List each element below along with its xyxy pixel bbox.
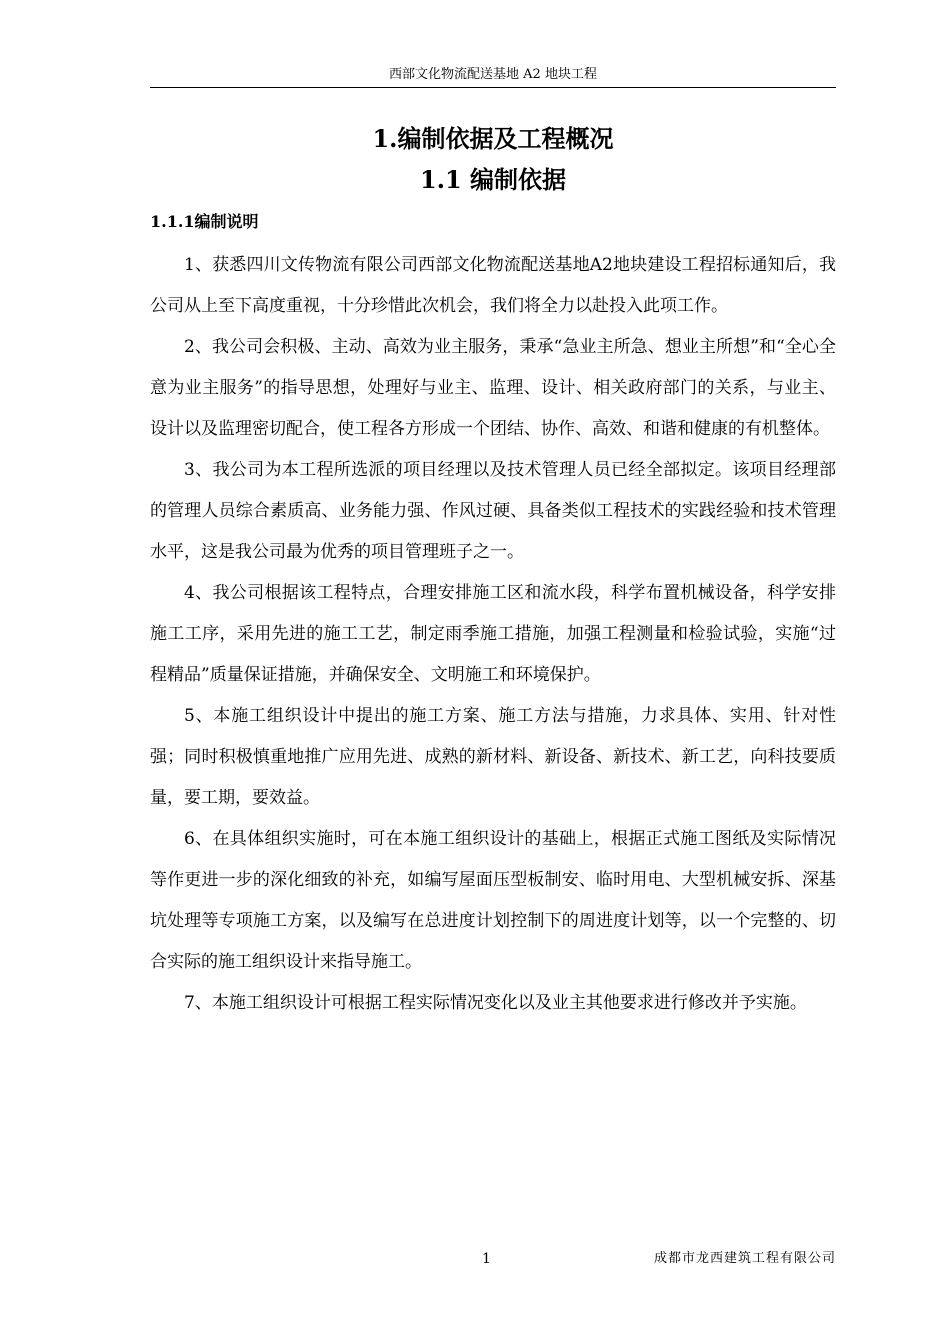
section-heading: 1.1 编制依据 <box>419 165 567 194</box>
paragraph-7: 7、本施工组织设计可根据工程实际情况变化以及业主其他要求进行修改并予实施。 <box>184 993 807 1013</box>
paragraph-3: 3、我公司为本工程所选派的项目经理以及技术管理人员已经全部拟定。该项目经理部的管理人员综合素质高、业务能力强、作风过硬、具备类似工程技术的实践经验和技术管理水平，这是我公司最为优秀的项目管理班子之一。 <box>150 460 836 562</box>
paragraph-2: 2、我公司会积极、主动、高效为业主服务，秉承“急业主所急、想业主所想”和“全心全意为业主服务”的指导思想，处理好与业主、监理、设计、相关政府部门的关系，与业主、设计以及监理密切配合，使工程各方形成一个团结、协作、高效、和谐和健康的有机整体。 <box>150 337 836 439</box>
chapter-heading: 1.编制依据及工程概况 <box>372 124 614 153</box>
paragraph-4: 4、我公司根据该工程特点，合理安排施工区和流水段，科学布置机械设备，科学安排施工工序，采用先进的施工工艺，制定雨季施工措施，加强工程测量和检验试验，实施“过程精品”质量保证措施，并确保安全、文明施工和环境保护。 <box>150 583 836 685</box>
page-number: 1 <box>482 1251 491 1267</box>
page-header-title: 西部文化物流配送基地 A2 地块工程 <box>389 67 597 82</box>
body-text <box>150 245 836 1024</box>
subsection-heading: 1.1.1编制说明 <box>150 212 259 231</box>
paragraph-1: 1、获悉四川文传物流有限公司西部文化物流配送基地A2地块建设工程招标通知后，我公司从上至下高度重视，十分珍惜此次机会，我们将全力以赴投入此项工作。 <box>150 255 836 316</box>
paragraph-5: 5、本施工组织设计中提出的施工方案、施工方法与措施，力求具体、实用、针对性强；同时积极慎重地推广应用先进、成熟的新材料、新设备、新技术、新工艺，向科技要质量，要工期，要效益。 <box>150 706 836 808</box>
paragraph-6: 6、在具体组织实施时，可在本施工组织设计的基础上，根据正式施工图纸及实际情况等作更进一步的深化细致的补充，如编写屋面压型板制安、临时用电、大型机械安拆、深基坑处理等专项施工方案，以及编写在总进度计划控制下的周进度计划等，以一个完整的、切合实际的施工组织设计来指导施工。 <box>150 829 836 972</box>
footer-company-name: 成都市龙西建筑工程有限公司 <box>653 1251 836 1266</box>
header-divider <box>150 87 836 88</box>
